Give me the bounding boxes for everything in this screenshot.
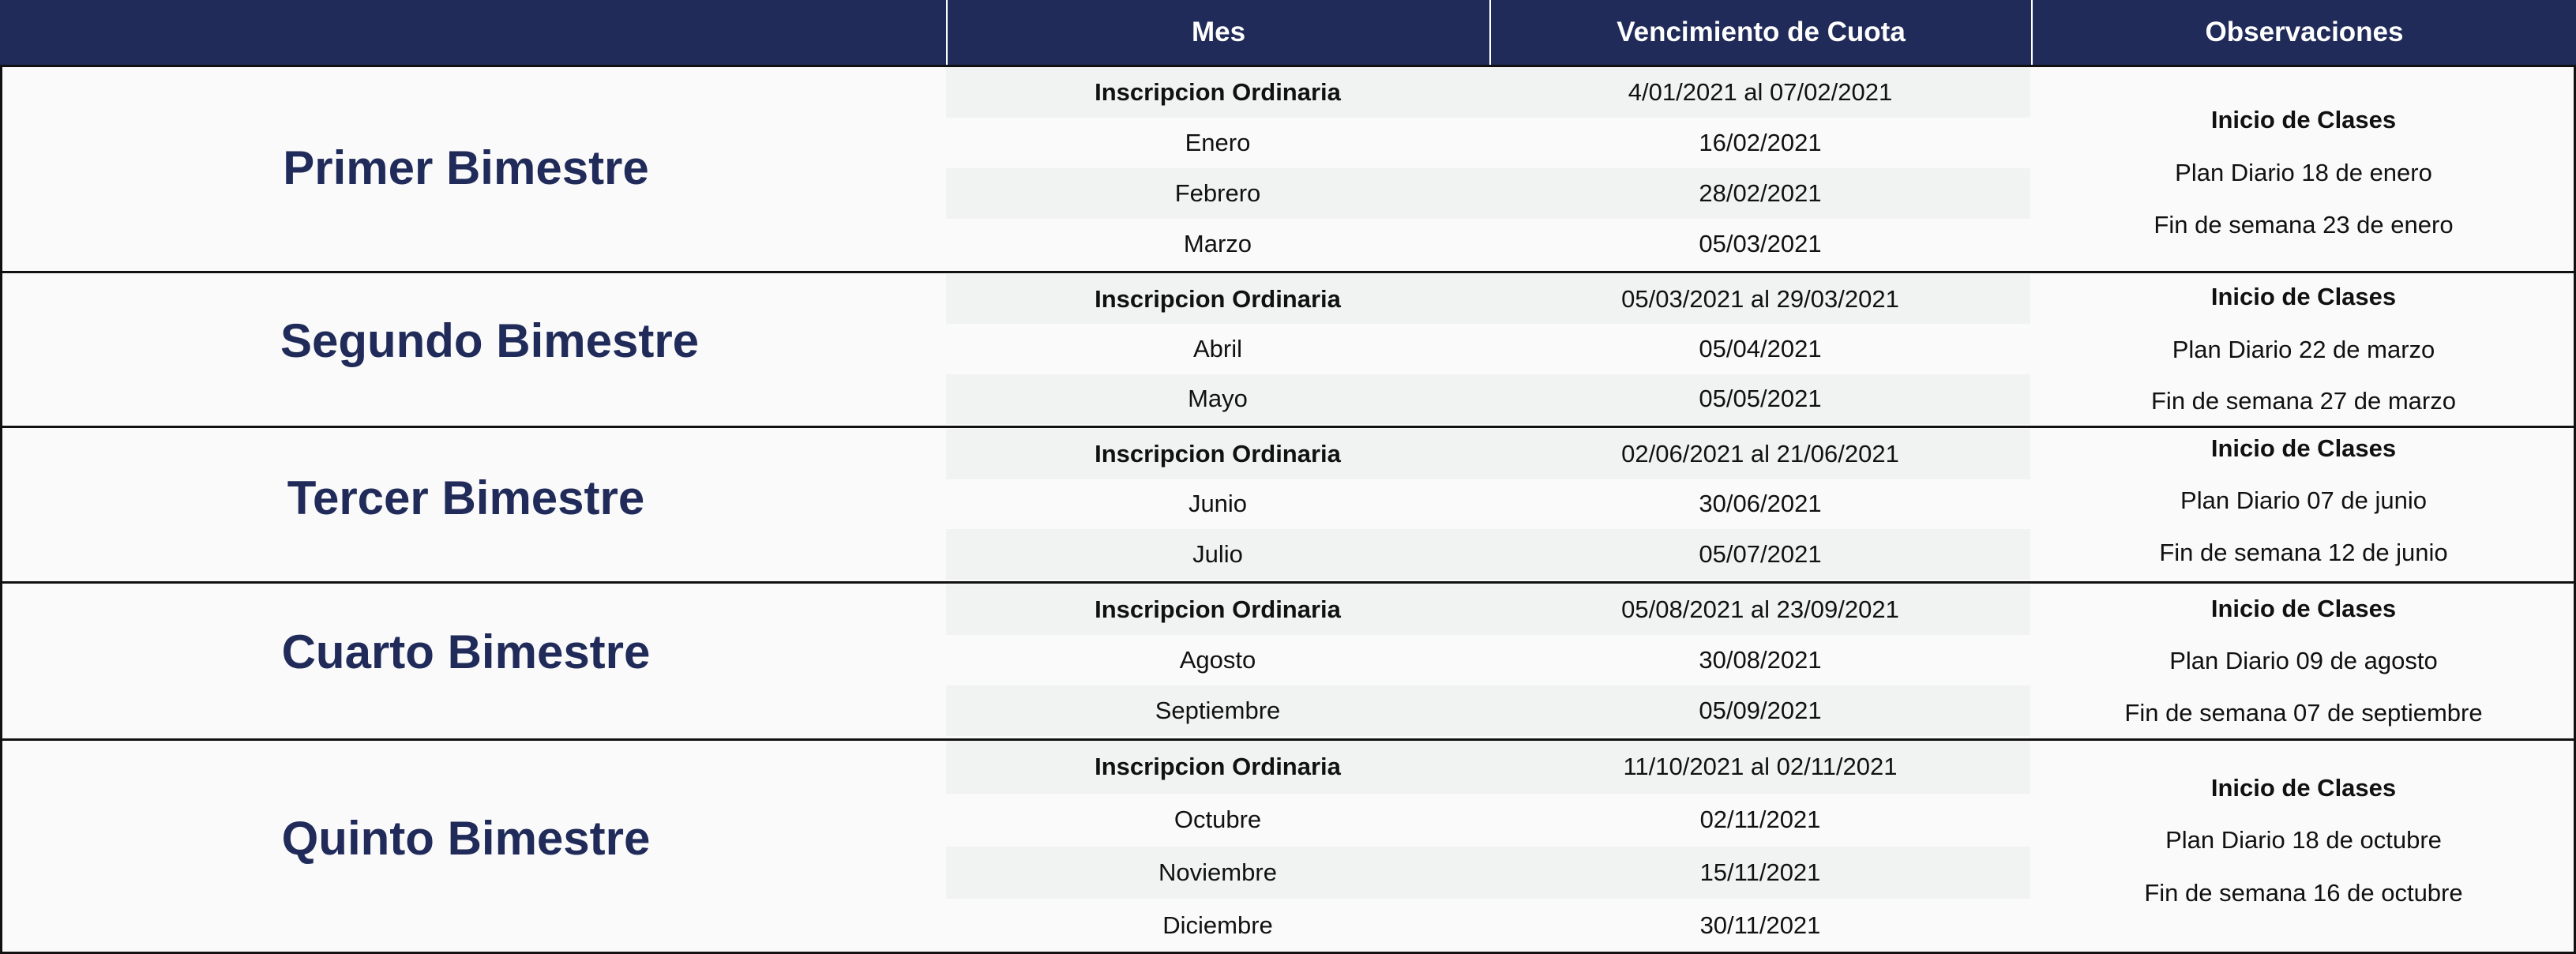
observation-text: Fin de semana 23 de enero: [2154, 211, 2454, 238]
due-date: 02/06/2021 al 21/06/2021: [1621, 439, 1899, 468]
month-name: Marzo: [1183, 230, 1252, 257]
due-date: 30/08/2021: [1699, 646, 1822, 674]
bimestre-label: Cuarto Bimestre: [281, 625, 651, 678]
row-divider: [0, 65, 2576, 67]
due-date: 15/11/2021: [1699, 858, 1821, 886]
observation-text: Plan Diario 07 de junio: [2180, 486, 2427, 514]
observation-title: Inicio de Clases: [2210, 283, 2397, 310]
month-name: Enero: [1185, 129, 1251, 156]
month-name: Junio: [1188, 490, 1248, 518]
due-date: 28/02/2021: [1699, 179, 1822, 207]
left-border: [0, 65, 2, 954]
bimestre-label: Quinto Bimestre: [281, 811, 651, 865]
observation-title: Inicio de Clases: [2210, 434, 2397, 462]
observation-text: Plan Diario 09 de agosto: [2169, 647, 2438, 674]
observation-title: Inicio de Clases: [2210, 595, 2397, 622]
observation-text: Fin de semana 12 de junio: [2159, 539, 2448, 566]
observation-text: Fin de semana 07 de septiembre: [2124, 699, 2483, 727]
month-name: Mayo: [1188, 385, 1248, 413]
month-name: Diciembre: [1162, 911, 1273, 939]
header-cell-vencimiento: Vencimiento de Cuota: [1489, 0, 2031, 65]
inscripcion-label: Inscripcion Ordinaria: [1095, 595, 1341, 623]
observation-text: Fin de semana 16 de octubre: [2144, 879, 2463, 907]
header-cell-blank: [0, 0, 946, 65]
header-cell-mes: Mes: [946, 0, 1489, 65]
inscripcion-label: Inscripcion Ordinaria: [1095, 284, 1341, 313]
observation-text: Fin de semana 27 de marzo: [2151, 387, 2456, 415]
month-name: Octubre: [1173, 806, 1262, 834]
row-divider: [0, 738, 2576, 741]
observation-title: Inicio de Clases: [2210, 774, 2397, 802]
due-date: 05/05/2021: [1699, 385, 1822, 413]
due-date: 4/01/2021 al 07/02/2021: [1628, 78, 1893, 106]
observation-text: Plan Diario 22 de marzo: [2172, 336, 2435, 363]
inscripcion-label: Inscripcion Ordinaria: [1095, 753, 1341, 781]
observation-title: Inicio de Clases: [2210, 106, 2397, 133]
due-date: 16/02/2021: [1699, 129, 1822, 156]
due-date: 05/03/2021 al 29/03/2021: [1621, 284, 1899, 313]
row-divider: [0, 426, 2576, 428]
due-date: 05/07/2021: [1699, 540, 1822, 569]
month-name: Agosto: [1179, 646, 1256, 674]
header-cell-observaciones: Observaciones: [2031, 0, 2576, 65]
table-header: [0, 0, 2576, 65]
due-date: 30/06/2021: [1699, 490, 1822, 518]
month-name: Septiembre: [1155, 697, 1281, 724]
bimestre-label: Tercer Bimestre: [287, 471, 645, 524]
inscripcion-label: Inscripcion Ordinaria: [1095, 439, 1341, 468]
bimestre-label: Segundo Bimestre: [280, 314, 700, 367]
month-name: Noviembre: [1158, 858, 1277, 886]
due-date: 05/08/2021 al 23/09/2021: [1621, 595, 1899, 623]
month-name: Julio: [1192, 540, 1243, 569]
due-date: 30/11/2021: [1699, 911, 1821, 939]
row-divider: [0, 271, 2576, 273]
due-date: 11/10/2021 al 02/11/2021: [1623, 753, 1898, 781]
inscripcion-label: Inscripcion Ordinaria: [1095, 78, 1341, 106]
due-date: 05/03/2021: [1699, 230, 1822, 257]
bimestre-label: Primer Bimestre: [283, 141, 649, 194]
due-date: 02/11/2021: [1699, 806, 1821, 834]
month-name: Abril: [1192, 334, 1242, 362]
due-date: 05/09/2021: [1699, 697, 1822, 724]
month-name: Febrero: [1174, 179, 1261, 207]
observation-text: Plan Diario 18 de enero: [2175, 159, 2432, 186]
due-date: 05/04/2021: [1699, 334, 1822, 362]
observation-text: Plan Diario 18 de octubre: [2165, 826, 2442, 854]
row-divider: [0, 581, 2576, 584]
